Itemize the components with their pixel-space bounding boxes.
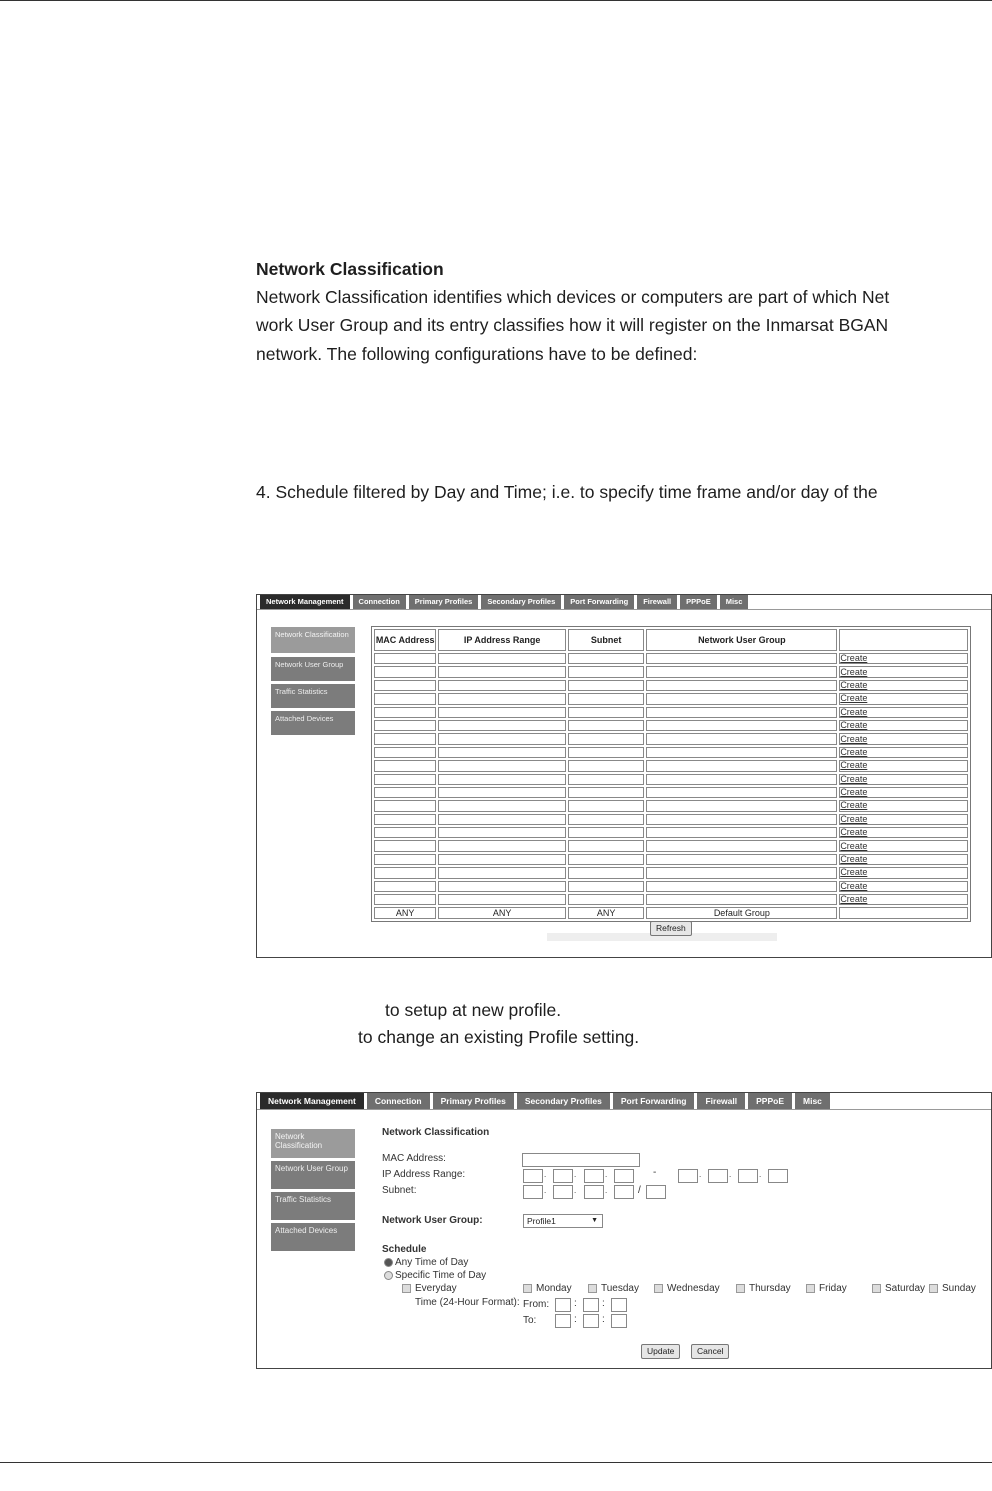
checkbox-icon (523, 1284, 532, 1293)
table-cell (568, 881, 644, 892)
subnet-octet-input[interactable] (523, 1185, 543, 1199)
checkbox-icon (806, 1284, 815, 1293)
day-option-tuesday[interactable] (588, 1283, 639, 1294)
create-note: to setup at new profile. (385, 1000, 562, 1020)
table-row (374, 894, 968, 905)
create-link[interactable]: Create (839, 787, 968, 798)
day-label: Monday (536, 1283, 572, 1294)
subnet-label: Subnet: (382, 1185, 417, 1196)
checkbox-icon (872, 1284, 881, 1293)
table-cell (374, 680, 436, 691)
network-user-group-value: Profile1 (527, 1216, 556, 1226)
radio-selected-icon (384, 1258, 393, 1267)
ip-end-octet-input[interactable] (678, 1169, 698, 1183)
time-colon: : (574, 1314, 577, 1325)
default-row-cell: Default Group (646, 907, 837, 918)
schedule-label: Schedule (382, 1244, 427, 1255)
table-cell (374, 894, 436, 905)
update-button[interactable]: Update (641, 1344, 680, 1359)
table-cell (438, 666, 566, 677)
octet-separator: . (544, 1170, 547, 1179)
table-cell (374, 760, 436, 771)
intro-line-2: work User Group and its entry classifies how it will register on the Inmarsat BGAN (256, 315, 889, 335)
section-heading: Network Classification (256, 259, 444, 279)
ip-start-octet-input[interactable] (553, 1169, 573, 1183)
create-link[interactable]: Create (839, 680, 968, 691)
tab-connection[interactable]: Connection (367, 1093, 430, 1109)
day-option-thursday[interactable] (736, 1283, 791, 1294)
tab-firewall[interactable]: Firewall (637, 595, 677, 609)
day-label: Saturday (885, 1283, 926, 1294)
table-cell (568, 814, 644, 825)
table-cell (568, 787, 644, 798)
col-mac-address: MAC Address (374, 629, 436, 651)
table-cell (568, 840, 644, 851)
table-cell (646, 720, 837, 731)
time-format-label: Time (24-Hour Format): (415, 1297, 520, 1308)
table-cell (438, 653, 566, 664)
everyday-option[interactable] (402, 1283, 457, 1294)
table-cell (374, 827, 436, 838)
table-cell (438, 774, 566, 785)
table-cell (568, 707, 644, 718)
table-cell (568, 760, 644, 771)
table-cell (438, 894, 566, 905)
subnet-octet-input[interactable] (584, 1185, 604, 1199)
subnet-octet-input[interactable] (614, 1185, 634, 1199)
chevron-down-icon: ▼ (591, 1217, 598, 1224)
refresh-button[interactable]: Refresh (650, 921, 692, 936)
table-cell (374, 707, 436, 718)
table-row (374, 666, 968, 677)
default-row-cell: ANY (568, 907, 644, 918)
table-cell (438, 814, 566, 825)
tab-primary-profiles[interactable]: Primary Profiles (409, 595, 479, 609)
table-cell (646, 747, 837, 758)
day-label: Sunday (942, 1283, 976, 1294)
table-cell (568, 747, 644, 758)
table-cell (568, 680, 644, 691)
table-cell (646, 840, 837, 851)
table-row (374, 774, 968, 785)
table-row (374, 881, 968, 892)
table-row (374, 760, 968, 771)
table-cell (438, 881, 566, 892)
ip-end-octet-input[interactable] (768, 1169, 788, 1183)
create-link[interactable]: Create (839, 774, 968, 785)
create-link[interactable]: Create (839, 800, 968, 811)
form-title: Network Classification (382, 1127, 490, 1138)
ip-range-dash: - (653, 1167, 657, 1178)
table-cell (568, 827, 644, 838)
day-option-saturday[interactable] (872, 1283, 925, 1294)
octet-separator: . (605, 1170, 608, 1179)
create-link[interactable]: Create (839, 760, 968, 771)
create-link[interactable]: Create (839, 854, 968, 865)
tab-port-forwarding[interactable]: Port Forwarding (564, 595, 634, 609)
table-cell (568, 653, 644, 664)
table-cell (374, 774, 436, 785)
side-item-network-user-group[interactable]: Network User Group (271, 1161, 355, 1189)
table-row (374, 733, 968, 744)
col-ip-address-range: IP Address Range (438, 629, 566, 651)
table-cell (568, 693, 644, 704)
side-item-network-classification[interactable]: Network Classification (271, 1129, 355, 1158)
table-cell (438, 854, 566, 865)
mac-address-label: MAC Address: (382, 1153, 446, 1164)
to-time-input[interactable] (583, 1314, 599, 1328)
table-cell (568, 894, 644, 905)
table-cell (374, 854, 436, 865)
table-cell (438, 760, 566, 771)
from-time-input[interactable] (583, 1298, 599, 1312)
side-item-network-classification[interactable]: Network Classification (271, 627, 355, 653)
day-label: Tuesday (601, 1283, 639, 1294)
from-time-input[interactable] (611, 1298, 627, 1312)
subnet-octet-input[interactable] (553, 1185, 573, 1199)
checkbox-icon (654, 1284, 663, 1293)
checkbox-icon (929, 1284, 938, 1293)
table-row (374, 707, 968, 718)
table-cell (646, 854, 837, 865)
tab-port-forwarding[interactable]: Port Forwarding (613, 1093, 695, 1109)
cancel-button[interactable]: Cancel (691, 1344, 729, 1359)
time-colon: : (574, 1298, 577, 1309)
table-cell (374, 800, 436, 811)
table-cell (646, 774, 837, 785)
table-cell (374, 881, 436, 892)
day-option-sunday[interactable] (929, 1283, 976, 1294)
create-link[interactable]: Create (839, 867, 968, 878)
table-row (374, 787, 968, 798)
classification-form-screenshot (256, 1092, 992, 1369)
table-row (374, 800, 968, 811)
create-link[interactable]: Create (839, 840, 968, 851)
octet-separator: . (605, 1186, 608, 1195)
day-label: Thursday (749, 1283, 791, 1294)
table-cell (646, 707, 837, 718)
create-link[interactable]: Create (839, 720, 968, 731)
table-cell (646, 680, 837, 691)
ip-end-octet-input[interactable] (738, 1169, 758, 1183)
table-cell (646, 787, 837, 798)
table-cell (374, 666, 436, 677)
specific-time-label: Specific Time of Day (395, 1270, 487, 1281)
ip-start-octet-input[interactable] (584, 1169, 604, 1183)
tab-primary-profiles[interactable]: Primary Profiles (433, 1093, 514, 1109)
table-cell (438, 787, 566, 798)
time-colon: : (602, 1298, 605, 1309)
table-cell (374, 747, 436, 758)
table-cell (374, 693, 436, 704)
table-cell (568, 867, 644, 878)
table-row (374, 720, 968, 731)
time-colon: : (602, 1314, 605, 1325)
to-time-input[interactable] (555, 1314, 571, 1328)
table-row (374, 840, 968, 851)
side-item-attached-devices[interactable]: Attached Devices (271, 1223, 355, 1251)
tab-bar (260, 1093, 833, 1109)
default-row (374, 907, 968, 918)
list-item-4: 4. Schedule filtered by Day and Time; i.e. to specify time frame and/or day of the (256, 482, 878, 502)
network-user-group-select[interactable] (523, 1214, 603, 1228)
table-header-row (374, 629, 968, 651)
radio-unselected-icon (384, 1271, 393, 1280)
table-cell (646, 653, 837, 664)
create-link[interactable]: Create (839, 733, 968, 744)
to-label: To: (523, 1315, 537, 1326)
subnet-prefix-input[interactable] (646, 1185, 666, 1199)
classification-table-screenshot (256, 594, 992, 958)
table-cell (374, 720, 436, 731)
create-link[interactable]: Create (839, 653, 968, 664)
default-row-cell: ANY (374, 907, 436, 918)
table-cell (374, 814, 436, 825)
create-link[interactable]: Create (839, 894, 968, 905)
classification-table (371, 626, 971, 922)
intro-line-3: network. The following configurations have to be defined: (256, 344, 698, 364)
table-cell (438, 840, 566, 851)
table-cell (374, 840, 436, 851)
table-cell (646, 733, 837, 744)
ip-end-octet-input[interactable] (708, 1169, 728, 1183)
tab-network-management[interactable]: Network Management (260, 1093, 364, 1109)
tab-divider (257, 1109, 991, 1110)
tab-misc[interactable]: Misc (720, 595, 749, 609)
specific-time-option[interactable] (384, 1270, 486, 1281)
octet-separator: . (574, 1186, 577, 1195)
day-label: Friday (819, 1283, 847, 1294)
side-item-traffic-statistics[interactable]: Traffic Statistics (271, 1192, 355, 1220)
table-cell (438, 733, 566, 744)
table-row (374, 653, 968, 664)
day-option-wednesday[interactable] (654, 1283, 720, 1294)
default-row-cell: ANY (438, 907, 566, 918)
checkbox-icon (402, 1284, 411, 1293)
table-cell (438, 747, 566, 758)
create-link[interactable]: Create (839, 814, 968, 825)
table-cell (568, 800, 644, 811)
table-cell (568, 774, 644, 785)
table-cell (438, 827, 566, 838)
table-cell (646, 760, 837, 771)
table-cell (438, 707, 566, 718)
table-cell (646, 800, 837, 811)
from-label: From: (523, 1299, 550, 1310)
table-cell (374, 787, 436, 798)
table-row (374, 867, 968, 878)
any-time-label: Any Time of Day (395, 1257, 469, 1268)
network-user-group-label: Network User Group: (382, 1215, 483, 1226)
table-cell (438, 720, 566, 731)
create-link[interactable]: Create (839, 827, 968, 838)
table-cell (646, 693, 837, 704)
table-cell (646, 881, 837, 892)
octet-separator: . (544, 1186, 547, 1195)
to-time-input[interactable] (611, 1314, 627, 1328)
table-cell (438, 867, 566, 878)
tab-divider (257, 609, 991, 610)
ip-start-octet-input[interactable] (523, 1169, 543, 1183)
table-row (374, 827, 968, 838)
table-row (374, 693, 968, 704)
octet-separator: . (574, 1170, 577, 1179)
create-link[interactable]: Create (839, 693, 968, 704)
tab-misc[interactable]: Misc (795, 1093, 830, 1109)
table-cell (374, 867, 436, 878)
table-row (374, 814, 968, 825)
table-row (374, 854, 968, 865)
ip-start-octet-input[interactable] (614, 1169, 634, 1183)
octet-separator: . (699, 1170, 702, 1179)
table-cell (646, 894, 837, 905)
table-cell (568, 666, 644, 677)
table-cell (438, 680, 566, 691)
create-link[interactable]: Create (839, 707, 968, 718)
side-item-traffic-statistics[interactable]: Traffic Statistics (271, 684, 355, 708)
day-option-friday[interactable] (806, 1283, 847, 1294)
col-network-user-group: Network User Group (646, 629, 837, 651)
tab-secondary-profiles[interactable]: Secondary Profiles (481, 595, 561, 609)
side-item-attached-devices[interactable]: Attached Devices (271, 711, 355, 735)
top-rule (0, 0, 992, 1)
edit-note: to change an existing Profile setting. (358, 1027, 640, 1047)
tab-firewall[interactable]: Firewall (697, 1093, 745, 1109)
intro-line-1: Network Classification identifies which devices or computers are part of which Net (256, 287, 890, 307)
col-subnet: Subnet (568, 629, 644, 651)
table-cell (374, 653, 436, 664)
mac-address-input[interactable] (522, 1153, 640, 1167)
bottom-rule (0, 1462, 992, 1463)
tab-secondary-profiles[interactable]: Secondary Profiles (517, 1093, 610, 1109)
day-label: Wednesday (667, 1283, 720, 1294)
tab-connection[interactable]: Connection (353, 595, 406, 609)
checkbox-icon (736, 1284, 745, 1293)
side-item-network-user-group[interactable]: Network User Group (271, 657, 355, 681)
table-cell (568, 854, 644, 865)
table-cell (438, 693, 566, 704)
table-cell (438, 800, 566, 811)
table-cell (374, 733, 436, 744)
table-cell (646, 814, 837, 825)
create-link[interactable]: Create (839, 747, 968, 758)
table-row (374, 747, 968, 758)
tab-bar (260, 595, 751, 609)
tab-pppoe[interactable]: PPPoE (680, 595, 717, 609)
default-row-cell (839, 907, 968, 918)
ip-range-label: IP Address Range: (382, 1169, 466, 1180)
octet-separator: . (729, 1170, 732, 1179)
table-cell (568, 733, 644, 744)
from-time-input[interactable] (555, 1298, 571, 1312)
any-time-option[interactable] (384, 1257, 468, 1268)
octet-separator: . (759, 1170, 762, 1179)
table-row (374, 680, 968, 691)
table-cell (568, 720, 644, 731)
day-option-monday[interactable] (523, 1283, 572, 1294)
tab-pppoe[interactable]: PPPoE (748, 1093, 792, 1109)
checkbox-icon (588, 1284, 597, 1293)
create-link[interactable]: Create (839, 666, 968, 677)
tab-network-management[interactable]: Network Management (260, 595, 350, 609)
col-action (839, 629, 968, 651)
create-link[interactable]: Create (839, 881, 968, 892)
table-cell (646, 827, 837, 838)
table-cell (646, 867, 837, 878)
everyday-label: Everyday (415, 1283, 457, 1294)
table-cell (646, 666, 837, 677)
subnet-slash: / (638, 1185, 641, 1196)
